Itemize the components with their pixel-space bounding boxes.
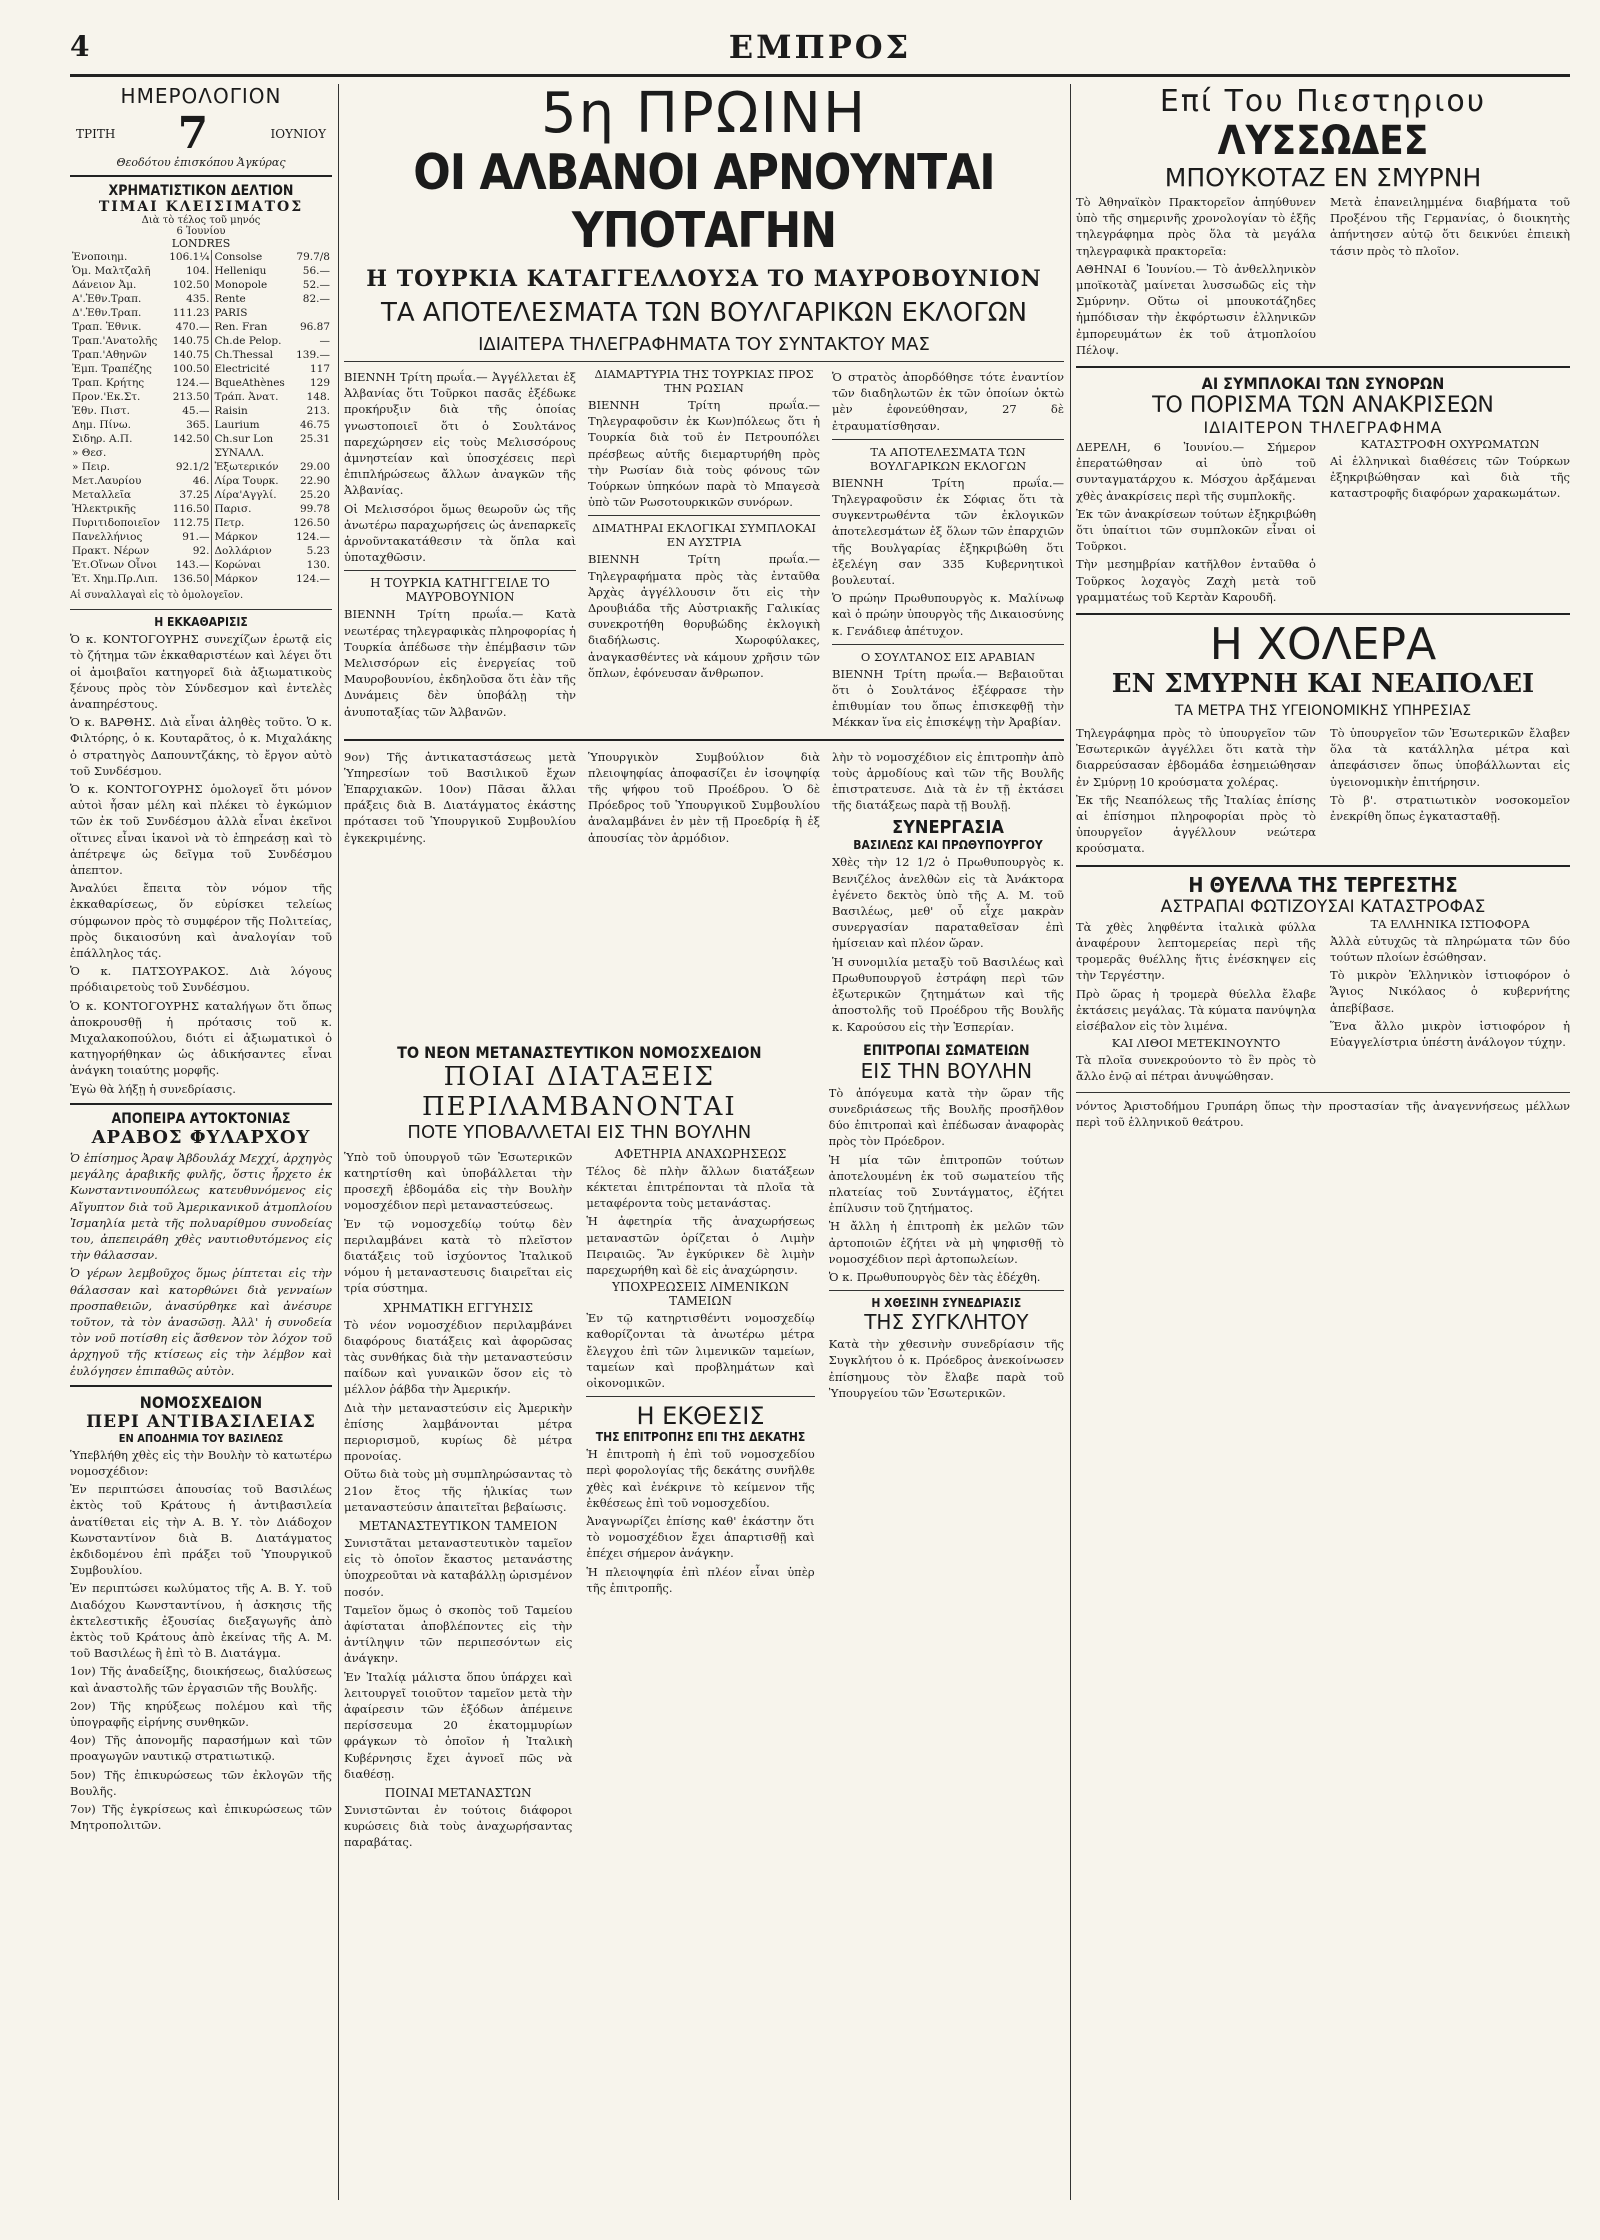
- masthead-rule: [70, 74, 1570, 77]
- finance-cell: PARIS: [214, 307, 248, 319]
- finance-cell: 99.78: [299, 503, 330, 515]
- section-heading: ΥΠΟΧΡΕΩΣΕΙΣ ΛΙΜΕΝΙΚΩΝ ΤΑΜΕΙΩΝ: [612, 1280, 789, 1309]
- section-heading: ΜΕΤΑΝΑΣΤΕΥΤΙΚΟΝ ΤΑΜΕΙΟΝ: [358, 1518, 558, 1533]
- coop-paragraph: Χθὲς τὴν 12 1/2 ὁ Πρωθυπουργὸς κ. Βενιζέλος ἀνελθὼν εἰς τὰ Ἀνάκτορα ἐγένετο δεκτὸς ὑπὸ τῆς Α. Μ. τοῦ Βασιλέως, μεθ' οὗ εἶχε μακρὰν συνεργασίαν παραταθεῖσαν ἐπὶ ἡμίσειαν καὶ πλέον ὥραν.: [832, 855, 1064, 951]
- senate-heading: Η ΧΘΕΣΙΝΗ ΣΥΝΕΔΡΙΑΣΙΣ: [871, 1296, 1022, 1311]
- finance-city: LONDRES: [171, 237, 231, 250]
- telegram: ΒΙΕΝΝΗ Τρίτη πρωΐα.— Βεβαιοῦται ὅτι ὁ Σουλτάνος ἐξέφρασε τὴν ἐπιθυμίαν του ὅπως ἐπισκεφθῇ τὴν Μέκκαν ἵνα εἰς ἐπισκέψῃ τὴν Ἀραβίαν.: [832, 666, 1064, 730]
- calendar-day: 7: [177, 108, 209, 159]
- finance-cell: 365.: [166, 418, 212, 432]
- calendar-month: ΙΟΥΝΙΟΥ: [270, 127, 326, 141]
- telegram: Οἱ Μελισσόροι ὅμως θεωροῦν ὡς τῆς ἀνωτέρω παραχωρήσεις ὡς ἀνεπαρκεῖς ἀρνοῦντακατάθεσιν τὰ ὅπλα καὶ ὑποταχθῶσιν.: [344, 501, 576, 565]
- finance-row: [70, 278, 332, 292]
- finance-cell: Πετρ.: [214, 517, 245, 529]
- finance-cell: 92.1/2: [166, 460, 212, 474]
- bill-paragraph: 7ον) Τῆς ἐγκρίσεως καὶ ἐπικυρώσεως τῶν Μητροπολιτῶν.: [70, 1802, 332, 1833]
- finance-row: [70, 558, 332, 572]
- telegram-heading: ΔΙΑΜΑΡΤΥΡΙΑ ΤΗΣ ΤΟΥΡΚΙΑΣ ΠΡΟΣ ΤΗΝ ΡΩΣΙΑΝ: [594, 367, 814, 395]
- rabies-paragraph: Τὸ Ἀθηναϊκὸν Πρακτορεῖον ἀπηύθυνεν ὑπὸ τῆς σημερινῆς χρονολογίαν τὸ ἑξῆς τηλεγράφημα πρὸς ὅλα τὰ μεγάλα τηλεγραφικὰ πρακτορεῖα:: [1076, 195, 1316, 258]
- cholera-subheading-2: ΤΑ ΜΕΤΡΑ ΤΗΣ ΥΓΕΙΟΝΟΜΙΚΗΣ ΥΠΗΡΕΣΙΑΣ: [1174, 703, 1472, 720]
- finance-cell: [290, 306, 332, 320]
- finance-cell: 213.: [306, 405, 330, 417]
- section-heading: ΠΟΙΝΑΙ ΜΕΤΑΝΑΣΤΩΝ: [384, 1786, 532, 1801]
- finance-row: [70, 460, 332, 474]
- section-heading: ΚΑΤΑΣΤΡΟΦΗ ΟΧΥΡΩΜΑΤΩΝ: [1360, 437, 1540, 452]
- closing-paragraph: νόντος Ἀριστοδήμου Γρυπάρη ὅπως τὴν προστασίαν τῆς ἀναγεννήσεως μέλλων περὶ τοῦ ἑλληνικοῦ θεάτρου.: [1076, 1098, 1570, 1129]
- court-paragraph: Ὁ κ. ΒΑΡΘΗΣ. Διὰ εἶναι ἀληθὲς τοῦτο. Ὁ κ. Φιλτόρης, ὁ κ. Κουταρᾶτος, ὁ κ. Μιχαλάκης ὁ στρατηγὸς Δαπουντζάκης, τὸ ἔργον αὐτὸ τοῦ Συνδέσμου.: [70, 715, 332, 778]
- finance-cell: 435.: [166, 292, 212, 306]
- lower-block: [344, 1043, 1064, 1853]
- telegram-heading: ΤΑ ΑΠΟΤΕΛΕΣΜΑΤΑ ΤΩΝ ΒΟΥΛΓΑΡΙΚΩΝ ΕΚΛΟΓΩΝ: [869, 444, 1027, 473]
- report-paragraph: Ἀναγνωρίζει ἐπίσης καθ' ἑκάστην ὅτι τὸ νομοσχέδιον ἔχει ἀπαρτισθῇ καὶ ἐπέχει σήμερον ἀνάγκην.: [586, 1513, 815, 1561]
- finance-cell: » Θεσ.: [72, 447, 107, 459]
- finance-cell: 124.—: [166, 376, 212, 390]
- finance-cell: 129: [309, 377, 330, 389]
- finance-cell: Πανελλήνιος: [72, 531, 143, 543]
- finance-cell: Δημ. Πίνω.: [72, 419, 131, 431]
- finance-row: [70, 432, 332, 446]
- finance-cell: Παρισ.: [214, 503, 252, 515]
- continued-block: [344, 747, 1064, 1037]
- finance-row: [70, 572, 332, 586]
- bill-paragraph: 4ον) Τῆς ἀπονομῆς παρασήμων καὶ τῶν προαγωγῶν ναυτικῷ στρατιωτικῷ.: [70, 1733, 332, 1764]
- court-paragraph: Ὁ κ. ΚΟΝΤΟΓΟΥΡΗΣ συνεχίζων ἐρωτᾷ εἰς τὸ ζήτημα τῶν ἐκκαθαριστέων καὶ λέγει ὅτι οἱ ἀμοιβαῖοι κατηγορεῖ διὰ ἀξιωματικοὺς ξένους πρὸς τὸν Σύνδεσμον καὶ ἐντελὲς ἀναπηρέστους.: [70, 632, 332, 712]
- section-heading: ΧΡΗΜΑΤΙΚΗ ΕΓΓΥΗΣΙΣ: [383, 1300, 533, 1315]
- finance-cell: 52.—: [302, 279, 330, 291]
- finance-cell: » Πειρ.: [72, 461, 110, 473]
- bill-paragraph: Ἐν περιπτώσει κωλύματος τῆς Α. Β. Υ. τοῦ Διαδόχου Κωνσταντίνου, ἡ ἀσκησις τῆς ἐκτελεστικῆς ἐξουσίας διεξαγωγῆς ἀπὸ ἐκτὸς τοῦ Κράτους ἀπὸ ἐκείνας τῆς Α. Μ. τοῦ Βασιλέως ἢ ἐπὶ τὸ Β. Διατάγμα.: [70, 1581, 332, 1661]
- finance-cell: Α'.Ἐθν.Τραπ.: [72, 293, 142, 305]
- suicide-paragraph: Ὁ γέρων λεμβοῦχος ὅμως ῥίπτεται εἰς τὴν θάλασσαν καὶ κατορθώνει διὰ γενναίων προσπαθειῶν, ἀνασύρθηκε καὶ ἀνέσυρε τοῦτον, τὰ τὸν ἀνασῶσῃ. Ἀλλ' ἡ συνοδεία τὸν νοῦ ποτίσθη εἰς ἄσθενον τὸν λόχον τοῦ ἀρχηγοῦ τῆς κτίσεως εἰς τὴν λέμβον καὶ ἐυλόγησεν ἐπιπαθῶς αὐτὸν.: [70, 1266, 332, 1378]
- finance-cell: Rente: [214, 293, 246, 305]
- bill-paragraph: 2ον) Τῆς κηρύξεως πολέμου καὶ τῆς ὑπογραφῆς εἰρήνης συνθηκῶν.: [70, 1698, 332, 1729]
- border-subheading: ΤΟ ΠΟΡΙΣΜΑ ΤΩΝ ΑΝΑΚΡΙΣΕΩΝ: [1152, 393, 1494, 419]
- emigration-paragraph: Ἐν τῷ νομοσχεδίῳ τούτῳ δὲν περιλαμβάνει κατὰ τὸ πλεῖστον διατάξεις τοῦ ἰσχύοντος Ἰταλικοῦ νόμου ἡ μεταναστευσις διαιρεῖται εἰς τρία σύστημα.: [344, 1216, 573, 1296]
- court-paragraph: Ὁ κ. ΚΟΝΤΟΓΟΥΡΗΣ καταλήγων ὅτι ὅπως ἀποκρουσθῇ ἡ πρότασις τοῦ κ. Μιχαλακοπούλου, διότι εἰ ἀξιωματικοὶ ὁ κατηγορήθηκαν ὡς ἀδικήσαντες εἶναι ἀνάγκη τοιαύτης μορφῆς.: [70, 998, 332, 1078]
- finance-cell: 46.: [166, 474, 212, 488]
- storm-paragraph: Τὰ πλοῖα συνεκρούοντο τὸ ἓν πρὸς τὸ ἄλλο ἐνῷ αἱ πέτραι ἀνυψώθησαν.: [1076, 1053, 1316, 1084]
- calendar-weekday: ΤΡΙΤΗ: [76, 127, 116, 141]
- finance-cell: Ὁμ. Μαλτζαλῆ: [72, 265, 151, 277]
- finance-cell: Consolse: [214, 251, 263, 263]
- finance-row: [70, 530, 332, 544]
- finance-cell: —: [319, 335, 330, 347]
- departure-paragraph: Τέλος δὲ πλὴν ἄλλων διατάξεων κέκτεται ἐπιτρέπονται τὰ πλοῖα τὰ μεταφέροντα τοὺς μετανάστας.: [586, 1163, 815, 1211]
- finance-cell: 143.—: [166, 558, 212, 572]
- finance-cell: Ἑνοποιημ.: [72, 251, 128, 263]
- telegram-heading: Ο ΣΟΥΛΤΑΝΟΣ ΕΙΣ ΑΡΑΒΙΑΝ: [860, 649, 1036, 664]
- finance-table: [70, 250, 332, 586]
- finance-cell: 92.: [166, 544, 212, 558]
- border-heading: ΑΙ ΣΥΜΠΛΟΚΑΙ ΤΩΝ ΣΥΝΟΡΩΝ: [1201, 374, 1445, 394]
- finance-cell: Ἐτ. Χημ.Πρ.Λιπ.: [72, 573, 158, 585]
- finance-cell: Laurium: [214, 419, 260, 431]
- finance-cell: 96.87: [299, 321, 330, 333]
- finance-cell: Λίρα'Αγγλί.: [214, 489, 277, 501]
- finance-cell: 104.: [166, 264, 212, 278]
- emigration-paragraph: Συνιστᾶται μεταναστευτικὸν ταμεῖον εἰς τὸ ὁποῖον ἔκαστος μετανάστης ὑποχρεοῦται νὰ καταβάλλῃ ὡρισμένον ποσόν.: [344, 1535, 573, 1599]
- finance-cell: 45.—: [166, 404, 212, 418]
- right-column: [1076, 84, 1570, 2200]
- finance-cell: Προν.'Εκ.Στ.: [72, 391, 141, 403]
- finance-cell: Δάνειον Ἀμ.: [72, 279, 137, 291]
- finance-cell: ΣΥΝΑΛΛ.: [214, 447, 265, 459]
- report-heading: Η ΕΚΘΕΣΙΣ: [636, 1402, 765, 1431]
- coop-paragraph: Ἡ συνομιλία μεταξὺ τοῦ Βασιλέως καὶ Πρωθυπουργοῦ ἐστράφη περὶ τῶν ἐξωτερικῶν ζητημάτων καὶ τῆς ἀποστολῆς τοῦ Προέδρου τῆς Βουλῆς κ. Καρούσου εἰς τὴν Ἑσπερίαν.: [832, 954, 1064, 1034]
- telegram: ΒΙΕΝΝΗ Τρίτη πρωΐα.— Τηλεγραφοῦσιν ἐκ Σόφιας ὅτι τὰ συγκεντρωθέντα τῶν ἐκλογικῶν ἀποτελεσμάτων ἐξ ὅλων τῶν ἐπαρχιῶν τῆς Βουλγαρίας ἐξηκριβώθη ὅτι ἐξελέγη σαν 335 Κυβερνητικοὶ βουλευταί.: [832, 475, 1064, 588]
- finance-row: [70, 250, 332, 264]
- telegram-heading: Η ΤΟΥΡΚΙΑ ΚΑΤΗΓΓΕΙΛΕ ΤΟ ΜΑΥΡΟΒΟΥΝΙΟΝ: [370, 576, 550, 605]
- finance-cell: 124.—: [296, 531, 330, 543]
- ships-paragraph: Ἕνα ἄλλο μικρὸν ἱστιοφόρον ἡ Εὐαγγελίστρια ὑπέστη ἀνάλογον τύχην.: [1330, 1018, 1570, 1049]
- finance-cell: Ἐθν. Πιστ.: [72, 405, 130, 417]
- cholera-paragraph: Τὸ β'. στρατιωτικὸν νοσοκομεῖον ἐνεκρίθη ὅπως ἐγκατασταθῇ.: [1330, 792, 1570, 824]
- court-paragraph: Ὁ κ. ΚΟΝΤΟΓΟΥΡΗΣ ὁμολογεῖ ὅτι μόνον αὐτοὶ ἦσαν μέλη καὶ πλέκει τὸ ἐγκώμιον τῶν ἐκ τοῦ Συνδέσμου ἀλλὰ εἶναι ἐκεῖνοι οἵτινες εἶναι ἱκανοὶ νὰ τὸ ἐπηρεάσῃ καὶ τὸ ἀπέτρεψε ὡς δεῖγμα τοῦ Συνδέσμου ἀπεπτον.: [70, 782, 332, 878]
- finance-cell: Raisin: [214, 405, 248, 417]
- departure-paragraph: Ἐν τῷ κατηρτισθέντι νομοσχεδίῳ καθορίζονται τὰ ἀνωτέρω μέτρα ἔλεγχου ἐπὶ τῶν λιμενικῶν ταμείων, ταμείων καὶ προβλημάτων καὶ οἰκονομικῶν.: [586, 1311, 815, 1390]
- finance-row: [70, 292, 332, 306]
- finance-cell: Electricité: [214, 363, 270, 375]
- suicide-paragraph: Ὁ ἐπίσημος Ἀραψ Ἀβδουλάχ Μεχχί, ἀρχηγὸς μεγάλης ἀραβικῆς φυλῆς, ὅστις ἦρχετο ἐκ Κωνσταντινουπόλεως κατευθυνόμενος εἰς Αἴγυπτον διὰ τοῦ Ἀμερικανικοῦ ἀτμοπλοίου Ἰσμαηλία μετὰ τῆς πολυαρίθμου συνοδείας του, ἀπεπειράθη χθὲς ναυτιοθυτόμενος εἰς τὴν θάλασσαν.: [70, 1150, 332, 1263]
- column-divider: [338, 84, 339, 2200]
- headline-sub-1: Η ΤΟΥΡΚΙΑ ΚΑΤΑΓΓΕΛΛΟΥΣΑ ΤΟ ΜΑΥΡΟΒΟΥΝΙΟΝ: [366, 266, 1042, 292]
- continued-paragraph: λὴν τὸ νομοσχέδιον εἰς ἐπιτροπὴν ἀπὸ τοὺς ἁρμοδίους καὶ τῶν τῆς Βουλῆς ἐπιστρατευσε. Διὰ τὰ ἐν τῇ ἐκτάσει τῆς διατάξεως παρὰ τῇ Βουλῇ.: [832, 749, 1064, 813]
- storm-subheading: ΑΣΤΡΑΠΑΙ ΦΩΤΙΖΟΥΣΑΙ ΚΑΤΑΣΤΡΟΦΑΣ: [1160, 896, 1486, 917]
- masthead: [70, 28, 1570, 68]
- court-heading: Η ΕΚΚΑΘΑΡΙΣΙΣ: [154, 615, 248, 630]
- emigration-subheading: ΠΟΙΑΙ ΔΙΑΤΑΞΕΙΣ ΠΕΡΙΛΑΜΒΑΝΟΝΤΑΙ: [421, 1061, 737, 1122]
- departure-paragraph: Ἡ ἀφετηρία τῆς ἀναχωρήσεως μεταναστῶν ὁρίζεται ὁ Λιμὴν Πειραιῶς. Ἂν ἐγκύρικεν δὲ λιμὴν παρεχωρήθη καὶ δὲ εἰς ἀναχώρησιν.: [586, 1214, 815, 1277]
- finance-cell: 29.00: [299, 461, 330, 473]
- finance-cell: 112.75: [166, 516, 212, 530]
- continued-paragraph: Ὑπουργικὸν Συμβούλιον διὰ πλειοψηφίας ἀποφασίζει ἐν ἰσοψηφίᾳ τῆς ψήφου τοῦ Προέδρου. Ὁ δὲ Πρόεδρος τοῦ Ὑπουργικοῦ Συμβουλίου ἀναλαμβάνει ἐν μὲν τῇ Προεδρίᾳ ἢ ἐξ ἀπουσίας τὸν ἀρμόδιον.: [588, 749, 820, 845]
- suicide-heading: ΑΠΟΠΕΙΡΑ ΑΥΤΟΚΤΟΝΙΑΣ: [111, 1110, 291, 1127]
- finance-cell: Ἠλεκτρικῆς: [72, 503, 136, 515]
- rabies-subheading: ΜΠΟΥΚΟΤΑΖ ΕΝ ΣΜΥΡΝΗ: [1164, 163, 1482, 192]
- finance-cell: 124.—: [296, 573, 330, 585]
- bill-subheading-2: ΕΝ ΑΠΟΔΗΜΙΑ ΤΟΥ ΒΑΣΙΛΕΩΣ: [118, 1431, 284, 1445]
- emigration-paragraph: Διὰ τὴν μεταναστεύσιν εἰς Ἀμερικὴν ἐπίσης λαμβάνονται μέτρα περιορισμοῦ, κυρίως δὲ μέτρα προνοίας.: [344, 1400, 573, 1464]
- bill-paragraph: Ἐν περιπτώσει ἀπουσίας τοῦ Βασιλέως ἐκτὸς τοῦ Κράτους ἡ ἀντιβασιλεία ἀνατίθεται εἰς τὴν Α. Β. Υ. τὸν Διάδοχον Κωνσταντίνον διὰ Β. Διατάγματος ἐκδιδομένου ἐπὶ πράξει τοῦ Ὑπουργικοῦ Συμβουλίου.: [70, 1482, 332, 1578]
- border-paragraph: Τὴν μεσημβρίαν κατῆλθον ἐνταῦθα ὁ Τοῦρκος λοχαγὸς Ζαχὴ μετὰ τοῦ γραμματέως τοῦ Κερτὰν Καρουδῆ.: [1076, 557, 1316, 604]
- finance-cell: Monopole: [214, 279, 268, 291]
- section-heading: ΑΦΕΤΗΡΙΑ ΑΝΑΧΩΡΗΣΕΩΣ: [614, 1146, 787, 1161]
- section-heading: ΤΑ ΕΛΛΗΝΙΚΑ ΙΣΤΙΟΦΟΡΑ: [1370, 916, 1530, 931]
- report-paragraph: Ἡ ἐπιτροπὴ ἡ ἐπὶ τοῦ νομοσχεδίου περὶ φορολογίας τῆς δεκάτης συνῆλθε χθὲς καὶ ἐνέκρινε τὸ κείμενον τῆς ἐκθέσεως ἐπὶ τοῦ νομοσχεδίου.: [586, 1447, 815, 1510]
- senate-subheading: ΤΗΣ ΣΥΓΚΛΗΤΟΥ: [864, 1310, 1029, 1335]
- finance-cell: 140.75: [166, 348, 212, 362]
- finance-subheader: ΤΙΜΑΙ ΚΛΕΙΣΙΜΑΤΟΣ: [98, 199, 304, 215]
- finance-header: ΧΡΗΜΑΤΙΣΤΙΚΟΝ ΔΕΛΤΙΟΝ: [108, 183, 294, 199]
- left-column: [70, 84, 332, 2200]
- finance-cell: 136.50: [166, 572, 212, 586]
- bill-subheading: ΠΕΡΙ ΑΝΤΙΒΑΣΙΛΕΙΑΣ: [86, 1411, 316, 1432]
- emigration-paragraph: Τὸ νέον νομοσχέδιον περιλαμβάνει διαφόρους διατάξεις καὶ ἀφορῶσας τὰς συνθήκας διὰ τὴν μεταναστεύσιν παίδων καὶ γυναικῶν ὅσον εἰς τὸ μέλλον ῥάβδα τὴν Ἀμερικήν.: [344, 1317, 573, 1397]
- ships-paragraph: Ἀλλὰ εὐτυχῶς τὰ πληρώματα τῶν δύο τούτων πλοίων ἐσώθησαν.: [1330, 933, 1570, 964]
- finance-cell: 116.50: [166, 502, 212, 516]
- finance-date: 6 Ἰουνίου: [176, 226, 226, 237]
- calendar-date: [76, 108, 326, 159]
- finance-cell: 91.—: [166, 530, 212, 544]
- finance-cell: Τραπ. Ἐθνικ.: [72, 321, 142, 333]
- emigration-heading: ΤΟ ΝΕΟΝ ΜΕΤΑΝΑΣΤΕΥΤΙΚΟΝ ΝΟΜΟΣΧΕΔΙΟΝ: [397, 1042, 762, 1062]
- finance-cell: Πυριτιδοποιεῖον: [72, 517, 160, 529]
- finance-cell: [290, 446, 332, 460]
- suicide-subheading: ΑΡΑΒΟΣ ΦΥΛΑΡΧΟΥ: [91, 1126, 311, 1148]
- telegram: ΒΙΕΝΝΗ Τρίτη πρωΐα.— Τηλεγραφοῦσιν ἐκ Κων)πόλεως ὅτι ἡ Τουρκία διὰ τοῦ ἐν Πετρουπόλει πρέσβεως αὐτῆς διεμαρτυρήθη πρὸς τὴν Ρωσίαν διὰ τοὺς φόνους τῶν Τούρκων ὑπηκόων παρὰ τὸ Μπαγεσὰ ὑπὸ τῶν Ρωσοτουρκικῶν συνόρων.: [588, 398, 820, 510]
- finance-cell: Τραπ.'Αθηνῶν: [72, 349, 147, 361]
- bill-paragraph: 1ον) Τῆς ἀναδείξης, διοικήσεως, διαλύσεως καὶ ἀναστολῆς τῶν ἐργασιῶν τῆς Βουλῆς.: [70, 1664, 332, 1695]
- finance-cell: Κορώναι: [214, 559, 261, 571]
- finance-cell: Μάρκον: [214, 531, 258, 543]
- coop-heading: ΣΥΝΕΡΓΑΣΙΑ: [892, 817, 1004, 839]
- finance-row: [70, 502, 332, 516]
- finance-cell: 82.—: [302, 293, 330, 305]
- finance-cell: Helleniqu: [214, 265, 267, 277]
- finance-cell: 106.1¼: [166, 250, 212, 264]
- storm-paragraph: Πρὸ ὥρας ἡ τρομερὰ θύελλα ἔλαβε ἐκτάσεις μεγάλας. Τὰ κύματα πανύψηλα εἰσέβαλον εἰς τὸν λιμένα.: [1076, 986, 1316, 1033]
- emigration-subheading-2: ΠΟΤΕ ΥΠΟΒΑΛΛΕΤΑΙ ΕΙΣ ΤΗΝ ΒΟΥΛΗΝ: [407, 1121, 752, 1143]
- rabies-paragraph: Μετὰ ἐπανειλημμένα διαβήματα τοῦ Προξένου τῆς Γερμανίας, ὁ διοικητὴς ἀπήντησεν αὐτῷ ὅτι δεικνύει ἐπιεικὴ τάσιν πρὸς τὸ πλοῖον.: [1330, 195, 1570, 258]
- border-paragraph: Ἐκ τῶν ἀνακρίσεων τούτων ἐξηκριβώθη ὅτι ὑπαίτιοι τῶν συμπλοκῶν εἶναι οἱ Τοῦρκοι.: [1076, 506, 1316, 554]
- finance-cell: 22.90: [299, 475, 330, 487]
- finance-cell: 142.50: [166, 432, 212, 446]
- finance-cell: 100.50: [166, 362, 212, 376]
- finance-cell: 126.50: [293, 517, 330, 529]
- finance-row: [70, 544, 332, 558]
- finance-row: [70, 488, 332, 502]
- finance-cell: Μετ.Λαυρίου: [72, 475, 142, 487]
- emigration-paragraph: Ἐν Ἰταλίᾳ μάλιστα ὅπου ὑπάρχει καὶ λειτουργεῖ τοιοῦτον ταμεῖον μετὰ τὴν ἀφαίρεσιν τῶν ἐξόδων ἀπέμεινε περίσσευμα 20 ἑκατομμυρίων φράγκων τὸ ὁποῖον ἡ Ἰταλικὴ Κυβέρνησις ἔχει ἀγνοεῖ πῶς νὰ διαθέσῃ.: [344, 1669, 573, 1781]
- finance-cell: 140.75: [166, 334, 212, 348]
- telegram: ΒΙΕΝΝΗ Τρίτη πρωΐα.— Ἀγγέλλεται ἐξ Ἀλβανίας ὅτι Τοῦρκοι πασᾶς ἐξέδωκε προκήρυξιν διὰ τῆς ὁποίας γνωστοποιεῖ ὅτι ὁ Σουλτάνος παρεχώρησεν εἰς τοὺς Μελισσόρους ἀμνηστείαν καὶ ὑποσχέσεις περὶ ἐπιπλήρώσεως ἄλλων ἀναγκῶν τῆς Ἀλβανίας.: [344, 370, 576, 498]
- finance-row: [70, 446, 332, 460]
- finance-cell: 46.75: [299, 419, 330, 431]
- finance-cell: 102.50: [166, 278, 212, 292]
- finance-cell: Τραπ. Κρήτης: [72, 377, 145, 389]
- finance-cell: 470.—: [166, 320, 212, 334]
- main-headline: ΟΙ ΑΛΒΑΝΟΙ ΑΡΝΟΥΝΤΑΙ ΥΠΟΤΑΓΗΝ: [413, 144, 995, 259]
- finance-cell: Μεταλλεῖα: [72, 489, 132, 501]
- finance-footnote: Αἱ συναλλαγαὶ εἰς τὸ ὁμολογεῖον.: [70, 590, 244, 601]
- finance-cell: 213.50: [166, 390, 212, 404]
- finance-cell: 37.25: [166, 488, 212, 502]
- finance-cell: 5.23: [306, 545, 330, 557]
- finance-cell: 111.23: [166, 306, 212, 320]
- finance-row: [70, 362, 332, 376]
- cholera-paragraph: Τὸ ὑπουργεῖον τῶν Ἐσωτερικῶν ἔλαβεν ὅλα τὰ κατάλληλα μέτρα καὶ ἀπεφάσισεν ὅπως ὑποβάλλωνται εἰς ὑγειονομικὴν ἐπιτήρησιν.: [1330, 726, 1570, 789]
- finance-cell: Πρακτ. Νέρων: [72, 545, 150, 557]
- bill-heading: ΝΟΜΟΣΧΕΔΙΟΝ: [139, 1392, 263, 1412]
- coop-subheading: ΒΑΣΙΛΕΩΣ ΚΑΙ ΠΡΩΘΥΠΟΥΡΓΟΥ: [853, 838, 1043, 853]
- emigration-paragraph: Ταμεῖον ὅμως ὁ σκοπὸς τοῦ Ταμείου ἀφίσταται ἀποβλέποντες εἰς τὴν ἀντίληψιν τῶν περιπεσόντων εἰς ἀνάγκην.: [344, 1602, 573, 1666]
- finance-cell: Ren. Fran: [214, 321, 268, 333]
- finance-cell: Τραπ.'Ανατολῆς: [72, 335, 158, 347]
- finance-cell: Δολλάριον: [214, 545, 272, 557]
- court-paragraph: Ἐγὼ θὰ λήξῃ ἡ συνεδρίασις.: [70, 1081, 236, 1096]
- finance-cell: Ἐτ.Οἴνων Οἶνοι: [72, 559, 158, 571]
- telegram: ΒΙΕΝΝΗ Τρίτη πρωΐα.— Τηλεγραφήματα πρὸς τὰς ἐνταῦθα Ἀρχὰς ἀγγέλλουσιν ὅτι εἰς τὴν Δρουβιάδα τῆς Αὐστριακῆς Γαλικίας συνεκροτήθη θορυβώδης ἐκλογικὴ διαδήλωσις. Χωροφύλακες, ἀναγκασθέντες νὰ κάμουν χρῆσιν τῶν ὅπλων, ἐφόνευσαν ἄνθρωπον.: [588, 552, 820, 680]
- calendar-saint: Θεοδότου ἐπισκόπου Ἀγκύρας: [116, 156, 286, 169]
- finance-cell: 79.7/8: [296, 251, 330, 263]
- finance-row: [70, 404, 332, 418]
- committees-paragraph: Ἡ ἄλλη ἡ ἐπιτροπὴ ἐκ μελῶν τῶν ἀρτοποιῶν ἐζήτει νὰ μὴ ψηφισθῇ τὸ νομοσχέδιον περὶ ἀρτοπωλείων.: [828, 1219, 1064, 1266]
- finance-cell: 148.: [306, 391, 330, 403]
- finance-cell: 139.—: [296, 349, 330, 361]
- finance-cell: 56.—: [302, 265, 330, 277]
- committees-subheading: ΕΙΣ ΤΗΝ ΒΟΥΛΗΝ: [860, 1058, 1033, 1083]
- committees-paragraph: Τὸ ἀπόγευμα κατὰ τὴν ὥραν τῆς συνεδριάσεως τῆς Βουλῆς προσῆλθον δύο ἐπιτροπαὶ καὶ ἐπέδωσαν ἀναφορὰς πρὸς τὸν Πρόεδρον.: [828, 1085, 1064, 1149]
- finance-row: [70, 376, 332, 390]
- finance-cell: Λίρα Τουρκ.: [214, 475, 279, 487]
- finance-row: [70, 334, 332, 348]
- bill-paragraph: 5ον) Τῆς ἐπικυρώσεως τῶν ἐκλογῶν τῆς Βουλῆς.: [70, 1767, 332, 1798]
- finance-cell: Ἐμπ. Τραπέζης: [72, 363, 152, 375]
- committees-paragraph: Ὁ κ. Πρωθυπουργὸς δὲν τὰς ἐδέχθη.: [828, 1269, 1041, 1284]
- court-paragraph: Ὁ κ. ΠΑΤΣΟΥΡΑΚΟΣ. Διὰ λόγους πρόδιαιρετοὺς τοῦ Συνδέσμου.: [70, 964, 332, 995]
- finance-row: [70, 348, 332, 362]
- finance-cell: [166, 446, 212, 460]
- ships-paragraph: Τὸ μικρὸν Ἑλληνικὸν ἱστιοφόρον ὁ Ἅγιος Νικόλαος ὁ κυβερνήτης ἀπεβίβασε.: [1330, 968, 1570, 1015]
- committees-paragraph: Ἡ μία τῶν ἐπιτροπῶν τούτων ἀποτελουμένη ἐκ τοῦ σωματείου τῆς πλατείας τοῦ Συντάγματος, ἐζήτει ἐπίλυσιν τοῦ ζητήματος.: [828, 1152, 1064, 1216]
- newspaper-title: ΕΜΠΡΟΣ: [728, 28, 912, 66]
- telegram: Ὁ πρώην Πρωθυπουργὸς κ. Μαλίνωφ καὶ ὁ πρώην ὑπουργὸς τῆς Δικαιοσύνης κ. Γενάδιεφ ἀπέτυχον.: [832, 591, 1064, 638]
- edition-title: 5η ΠΡΩΙΝΗ: [540, 84, 868, 146]
- finance-cell: Μάρκον: [214, 573, 258, 585]
- cholera-subheading: ΕΝ ΣΜΥΡΝΗ ΚΑΙ ΝΕΑΠΟΛΕΙ: [1111, 669, 1535, 700]
- storm-paragraph: Τὰ χθὲς ληφθέντα ἰταλικὰ φύλλα ἀναφέρουν λεπτομερείας περὶ τῆς τρομερᾶς θυέλλης ἥτις ἐνέσκηψεν εἰς τὴν Τεργέστην.: [1076, 919, 1316, 983]
- press-heading: Επί Του Πιεστηριου: [1159, 84, 1487, 119]
- finance-row: [70, 306, 332, 320]
- border-paragraph: ΔΕΡΕΛΗ, 6 Ἰουνίου.— Σήμερον ἐπερατώθησαν αἱ ὑπὸ τοῦ συνταγματάρχου κ. Μόσχου ἀρξάμεναι χθὲς ἀνακρίσεις περὶ τῆς συμπλοκῆς.: [1076, 440, 1316, 503]
- main-column: [344, 84, 1064, 2200]
- cholera-heading: Η ΧΟΛΕΡΑ: [1209, 619, 1437, 671]
- emigration-paragraph: Οὕτω διὰ τοὺς μὴ συμπληρώσαντας τὸ 21ον ἔτος τῆς ἡλικίας των μεταναστεύσιν ἀπαιτεῖται βεβαίωσις.: [344, 1467, 573, 1514]
- finance-cell: Σιδηρ. Α.Π.: [72, 433, 133, 445]
- finance-cell: 117: [309, 363, 330, 375]
- storm-heading: Η ΘΥΕΛΛΑ ΤΗΣ ΤΕΡΓΕΣΤΗΣ: [1188, 872, 1458, 897]
- finance-cell: Δ'.Ἐθν.Τραπ.: [72, 307, 142, 319]
- telegrams-block: [344, 367, 1064, 733]
- finance-cell: BqueAthènes: [214, 377, 285, 389]
- headline-sub-2: ΤΑ ΑΠΟΤΕΛΕΣΜΑΤΑ ΤΩΝ ΒΟΥΛΓΑΡΙΚΩΝ ΕΚΛΟΓΩΝ: [380, 298, 1028, 328]
- finance-row: [70, 516, 332, 530]
- finance-row: [70, 264, 332, 278]
- report-paragraph: Ἡ πλειοψηφία ἐπὶ πλέον εἶναι ὑπὲρ τῆς ἐπιτροπῆς.: [586, 1564, 815, 1595]
- cholera-paragraph: Τηλεγράφημα πρὸς τὸ ὑπουργεῖον τῶν Ἐσωτερικῶν ἀγγέλλει ὅτι κατὰ τὴν διαρρεύσασαν ἑβδομάδα ἐσημειώθησαν ἐν Σμύρνῃ 10 κρούσματα χολέρας.: [1076, 726, 1316, 789]
- emigration-paragraph: Ὑπὸ τοῦ ὑπουργοῦ τῶν Ἐσωτερικῶν κατηρτίσθη καὶ ὑποβάλλεται τὴν προσεχῆ ἑβδομάδα εἰς τὴν Βουλὴν νομοσχέδιον περὶ μεταναστεύσεως.: [344, 1149, 573, 1213]
- finance-cell: Ἐξωτερικόν: [214, 461, 279, 473]
- calendar-title: ΗΜΕΡΟΛΟΓΙΟΝ: [120, 84, 282, 108]
- rabies-heading: ΛΥΣΣΩΔΕΣ: [1217, 118, 1429, 164]
- bill-paragraph: Ὑπεβλήθη χθὲς εἰς τὴν Βουλὴν τὸ κατωτέρω νομοσχέδιον:: [70, 1447, 332, 1478]
- committees-heading: ΕΠΙΤΡΟΠΑΙ ΣΩΜΑΤΕΙΩΝ: [863, 1042, 1030, 1059]
- telegram: Ὁ στρατὸς ἀπορδόθησε τότε ἐναντίον τῶν διαδηλωτῶν ἐκ τῶν ὁποίων ὀκτὼ μὲν ἐφονεύθησαν, 27 δὲ ἐτραυματίσθησαν.: [832, 370, 1064, 433]
- finance-cell: Τράπ. Ἀνατ.: [214, 391, 279, 403]
- finance-cell: 25.20: [299, 489, 330, 501]
- rabies-paragraph: ΑΘΗΝΑΙ 6 Ἰουνίου.— Τὸ ἀνθελληνικὸν μποϊκοτὰζ μαίνεται λυσσωδῶς εἰς τὴν Σμύρνην. Οὕτω οἱ μπουκοτάζηδες ἠμπόδισαν τὴν ἐκφόρτωσιν ἑλληνικῶν ἐμπορευμάτων ἐκ τοῦ ἀτμοπλοίου Πέλοψ.: [1076, 261, 1316, 357]
- court-paragraph: Ἀναλύει ἔπειτα τὸν νόμον τῆς ἐκκαθαρίσεως, ὅν εὑρίσκει τελείως σύμφωνον πρὸς τὸ συμφέρον τῆς Πολιτείας, πρὸς δικαιοσύνη καὶ ἀναλογίαν τοῦ ἐπάλληλος τάς.: [70, 881, 332, 961]
- report-subheading: ΤΗΣ ΕΠΙΤΡΟΠΗΣ ΕΠΙ ΤΗΣ ΔΕΚΑΤΗΣ: [595, 1430, 806, 1445]
- headline-sub-3: ΙΔΙΑΙΤΕΡΑ ΤΗΛΕΓΡΑΦΗΜΑΤΑ ΤΟΥ ΣΥΝΤΑΚΤΟΥ ΜΑΣ: [478, 334, 930, 355]
- finance-row: [70, 320, 332, 334]
- finance-cell: 25.31: [299, 433, 330, 445]
- finance-cell: 130.: [306, 559, 330, 571]
- telegram-heading: ΔΙΜΑΤΗΡΑΙ ΕΚΛΟΓΙΚΑΙ ΣΥΜΠΛΟΚΑΙ ΕΝ ΑΥΣΤΡΙΑ: [592, 521, 816, 550]
- finance-row: [70, 474, 332, 488]
- border-subheading-2: ΙΔΙΑΙΤΕΡΟΝ ΤΗΛΕΓΡΑΦΗΜΑ: [1203, 418, 1443, 438]
- finance-note: Διὰ τὸ τέλος τοῦ μηνός: [141, 215, 261, 226]
- cholera-paragraph: Ἐκ τῆς Νεαπόλεως τῆς Ἰταλίας ἐπίσης αἱ ἐπίσημοι πληροφορίαι πρὸς τὸ ὑπουργεῖον ἀγγέλλουν νεώτερα κρούσματα.: [1076, 792, 1316, 856]
- finance-cell: Ch.Thessal: [214, 349, 273, 361]
- border-paragraph: Αἱ ἑλληνικαὶ διαθέσεις τῶν Τούρκων ἐξηκριβώθησαν καὶ διὰ τῆς καταστροφῆς διαφόρων χαρακωμάτων.: [1330, 454, 1570, 501]
- column-divider: [1070, 84, 1071, 2200]
- finance-cell: Ch.de Pelop.: [214, 335, 282, 347]
- finance-cell: Ch.sur Lon: [214, 433, 274, 445]
- finance-row: [70, 418, 332, 432]
- senate-paragraph: Κατὰ τὴν χθεσινὴν συνεδρίασιν τῆς Συγκλήτου ὁ κ. Πρόεδρος ἀνεκοίνωσεν ἐπίσημους τὸν ἔλαβε παρὰ τοῦ Ὑπουργείου τῶν Ἐσωτερικῶν.: [828, 1337, 1064, 1400]
- emigration-paragraph: Συνιστῶνται ἐν τούτοις διάφοροι κυρώσεις διὰ τοὺς ἀναχωρήσαντας παραβάτας.: [344, 1803, 573, 1850]
- section-heading: ΚΑΙ ΛΙΘΟΙ ΜΕΤΕΚΙΝΟΥΝΤΟ: [1111, 1036, 1281, 1051]
- continued-paragraph: 9ον) Τῆς ἀντικαταστάσεως μετὰ Ὑπηρεσίων τοῦ Βασιλικοῦ ἔχων Ἐπαρχιακῶν. 10ον) Πᾶσαι ἄλλαι πράξεις διὰ Β. Διατάγματος ἐκάστης πρότασει τοῦ Ὑπουργικοῦ Συμβουλίου ἐγκεκριμένης.: [344, 749, 576, 845]
- page-number: 4: [70, 30, 90, 63]
- finance-row: [70, 390, 332, 404]
- telegram: ΒΙΕΝΝΗ Τρίτη πρωΐα.— Κατὰ νεωτέρας τηλεγραφικὰς πληροφορίας ἡ Τουρκία ἀπέδωσε τὴν ἐπέμβασιν τῶν Μελισσόρων εἰς ἐνεργείας τοῦ Μαυροβουνίου, ἐκδηλοῦσα ὅτι ἐὰν τῆς Δυνάμεις δὲν ὑποβάλῃ τὴν ἀνυποταξίας τῶν Ἀλβανῶν.: [344, 607, 576, 719]
